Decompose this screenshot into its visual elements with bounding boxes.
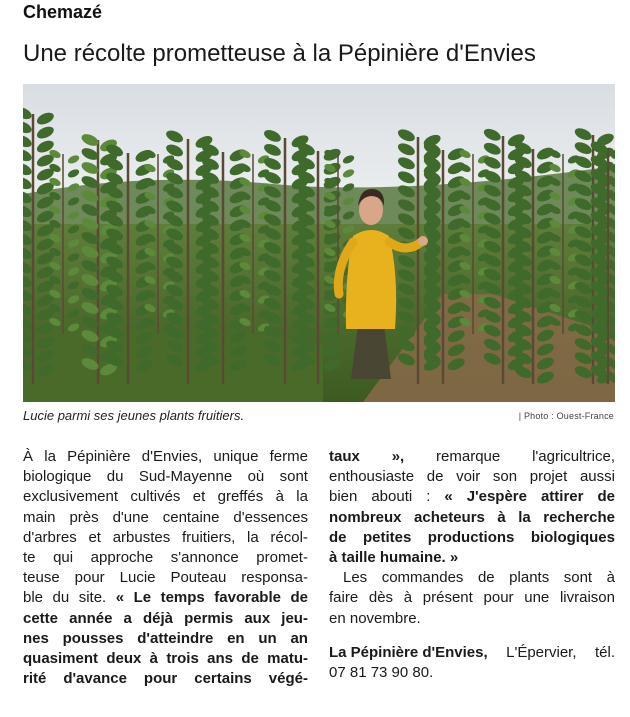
text-line <box>329 467 615 487</box>
word: sont <box>279 468 308 486</box>
kicker-locality: Chemazé <box>23 2 103 22</box>
word: présent <box>422 589 473 607</box>
word: Sud-Mayenne <box>138 468 233 486</box>
word: recherche <box>543 508 615 526</box>
word: à <box>497 508 506 526</box>
word: dès <box>368 589 394 607</box>
word: site. <box>78 589 107 607</box>
word: exclusivement <box>23 488 119 506</box>
orchard-photo <box>23 84 615 402</box>
headline: Une récolte prometteuse à la Pépinière d'Envies <box>23 40 536 67</box>
text-line <box>23 487 308 507</box>
word: ferme <box>269 448 308 465</box>
word: taille <box>341 549 376 567</box>
word: à <box>403 589 413 607</box>
word: une <box>524 589 550 607</box>
text-line <box>23 609 308 629</box>
word: récol- <box>270 528 308 546</box>
text-line <box>329 609 615 629</box>
word: pour <box>143 670 178 688</box>
word: Les <box>343 569 368 587</box>
word: Le <box>133 589 152 607</box>
text-line <box>23 528 308 548</box>
photo-credit: | Photo : Ouest-France <box>518 411 614 421</box>
text-line <box>23 447 308 467</box>
word: biologique <box>23 468 92 486</box>
text-line <box>329 588 615 608</box>
word: à <box>606 569 615 587</box>
word: de <box>597 488 615 506</box>
word: arbustes <box>112 528 171 546</box>
word: an <box>290 629 308 647</box>
word: approche <box>90 549 154 567</box>
word: la <box>296 488 308 506</box>
word: commandes <box>381 569 464 587</box>
word: unique <box>213 448 259 465</box>
word: du <box>106 468 124 486</box>
word: d'avance <box>63 670 127 688</box>
word: nombreux <box>329 508 402 526</box>
word: a <box>123 609 132 627</box>
word: favorable <box>214 589 281 607</box>
word: remarque <box>436 448 501 465</box>
word: année <box>69 609 113 627</box>
text-line <box>329 568 615 588</box>
word: d'atteindre <box>137 629 214 647</box>
word: La Pépinière d'Envies, <box>329 643 488 661</box>
word: faire <box>329 589 359 607</box>
word: biologiques <box>530 528 615 546</box>
word: acheteurs <box>414 508 485 526</box>
word: À <box>23 448 34 465</box>
word: temps <box>160 589 205 607</box>
word: et <box>192 488 206 506</box>
word: en <box>227 629 245 647</box>
word: en <box>329 609 346 627</box>
text-line <box>23 548 308 568</box>
word: de <box>329 528 347 546</box>
word: 07 81 73 90 80. <box>329 664 434 682</box>
text-line <box>23 649 308 669</box>
word: deux <box>106 650 142 668</box>
word: pousses <box>62 629 124 647</box>
word: : <box>426 488 431 506</box>
word: de <box>241 650 259 668</box>
word: cette <box>23 609 59 627</box>
photo-caption: Lucie parmi ses jeunes plants fruitiers. <box>23 408 245 423</box>
word: Pépinière <box>67 448 131 465</box>
word: à <box>275 488 284 506</box>
text-line <box>329 487 615 507</box>
word: l'agricultrice, <box>532 448 615 465</box>
word: sont <box>563 569 593 587</box>
word: productions <box>427 528 515 546</box>
word: novembre. <box>349 609 421 627</box>
word: d'essences <box>233 508 308 526</box>
word: d'arbres <box>23 528 77 546</box>
word: pour <box>74 569 105 587</box>
word: permis <box>184 609 234 627</box>
word: J'espère <box>466 488 527 506</box>
word: quasiment <box>23 650 99 668</box>
word: enthousiaste <box>329 468 415 486</box>
word: plants <box>509 569 550 587</box>
word: », <box>391 448 405 465</box>
word: nes <box>23 629 49 647</box>
word: matu- <box>267 650 308 668</box>
word: trois <box>166 650 199 668</box>
word: où <box>247 468 265 486</box>
word: livraison <box>559 589 615 607</box>
word: Pouteau <box>170 569 227 587</box>
word: déjà <box>142 609 173 627</box>
word: petites <box>362 528 412 546</box>
word: projet <box>529 468 568 486</box>
word: pour <box>483 589 514 607</box>
text-line <box>23 467 308 487</box>
word: d'une <box>112 508 149 526</box>
word: voir <box>456 468 481 486</box>
word: L'Épervier, <box>506 643 577 661</box>
article-column-right <box>329 447 615 683</box>
word: du <box>52 589 70 607</box>
word: d'Envies, <box>141 448 203 465</box>
word: responsa- <box>241 569 308 587</box>
text-line <box>23 508 308 528</box>
word: certains <box>194 670 252 688</box>
word: de <box>477 569 495 587</box>
article-column-left <box>23 447 308 689</box>
text-line <box>329 508 615 528</box>
word: tél. <box>594 643 615 661</box>
word: Lucie <box>119 569 156 587</box>
word: greffés <box>217 488 264 506</box>
word: la <box>44 448 56 465</box>
word: » <box>449 549 459 567</box>
word: végé- <box>268 670 308 688</box>
word: aux <box>244 609 271 627</box>
paragraph-gap <box>329 629 615 643</box>
word: aussi <box>579 468 615 486</box>
word: ans <box>207 650 233 668</box>
word: de <box>290 589 308 607</box>
text-line <box>23 588 308 608</box>
word: « <box>444 488 453 506</box>
word: te <box>23 549 36 567</box>
word: un <box>258 629 277 647</box>
text-line <box>23 669 308 689</box>
word: à <box>149 650 158 668</box>
word: jeu- <box>281 609 308 627</box>
word: qui <box>53 549 74 567</box>
text-line <box>329 663 615 683</box>
word: fruitiers, <box>181 528 236 546</box>
word: promet- <box>256 549 308 567</box>
text-line <box>329 548 615 568</box>
word: « <box>115 589 125 607</box>
word: abouti <box>371 488 413 506</box>
text-line <box>329 643 615 663</box>
text-line <box>23 568 308 588</box>
word: attirer <box>540 488 584 506</box>
word: la <box>518 508 531 526</box>
word: la <box>247 528 259 546</box>
word: teuse <box>23 569 60 587</box>
word: main <box>23 508 56 526</box>
word: bien <box>329 488 358 506</box>
word: ble <box>23 589 44 607</box>
text-line <box>23 629 308 649</box>
word: humaine. <box>379 549 446 567</box>
word: rité <box>23 670 47 688</box>
text-line <box>329 447 615 467</box>
word: et <box>88 528 101 546</box>
word: taux <box>329 448 360 465</box>
word: cultivés <box>130 488 181 506</box>
word: son <box>492 468 518 486</box>
word: s'annonce <box>170 549 239 567</box>
text-line <box>329 528 615 548</box>
word: centaine <box>162 508 220 526</box>
word: près <box>69 508 99 526</box>
word: à <box>329 549 338 567</box>
word: de <box>426 468 444 486</box>
